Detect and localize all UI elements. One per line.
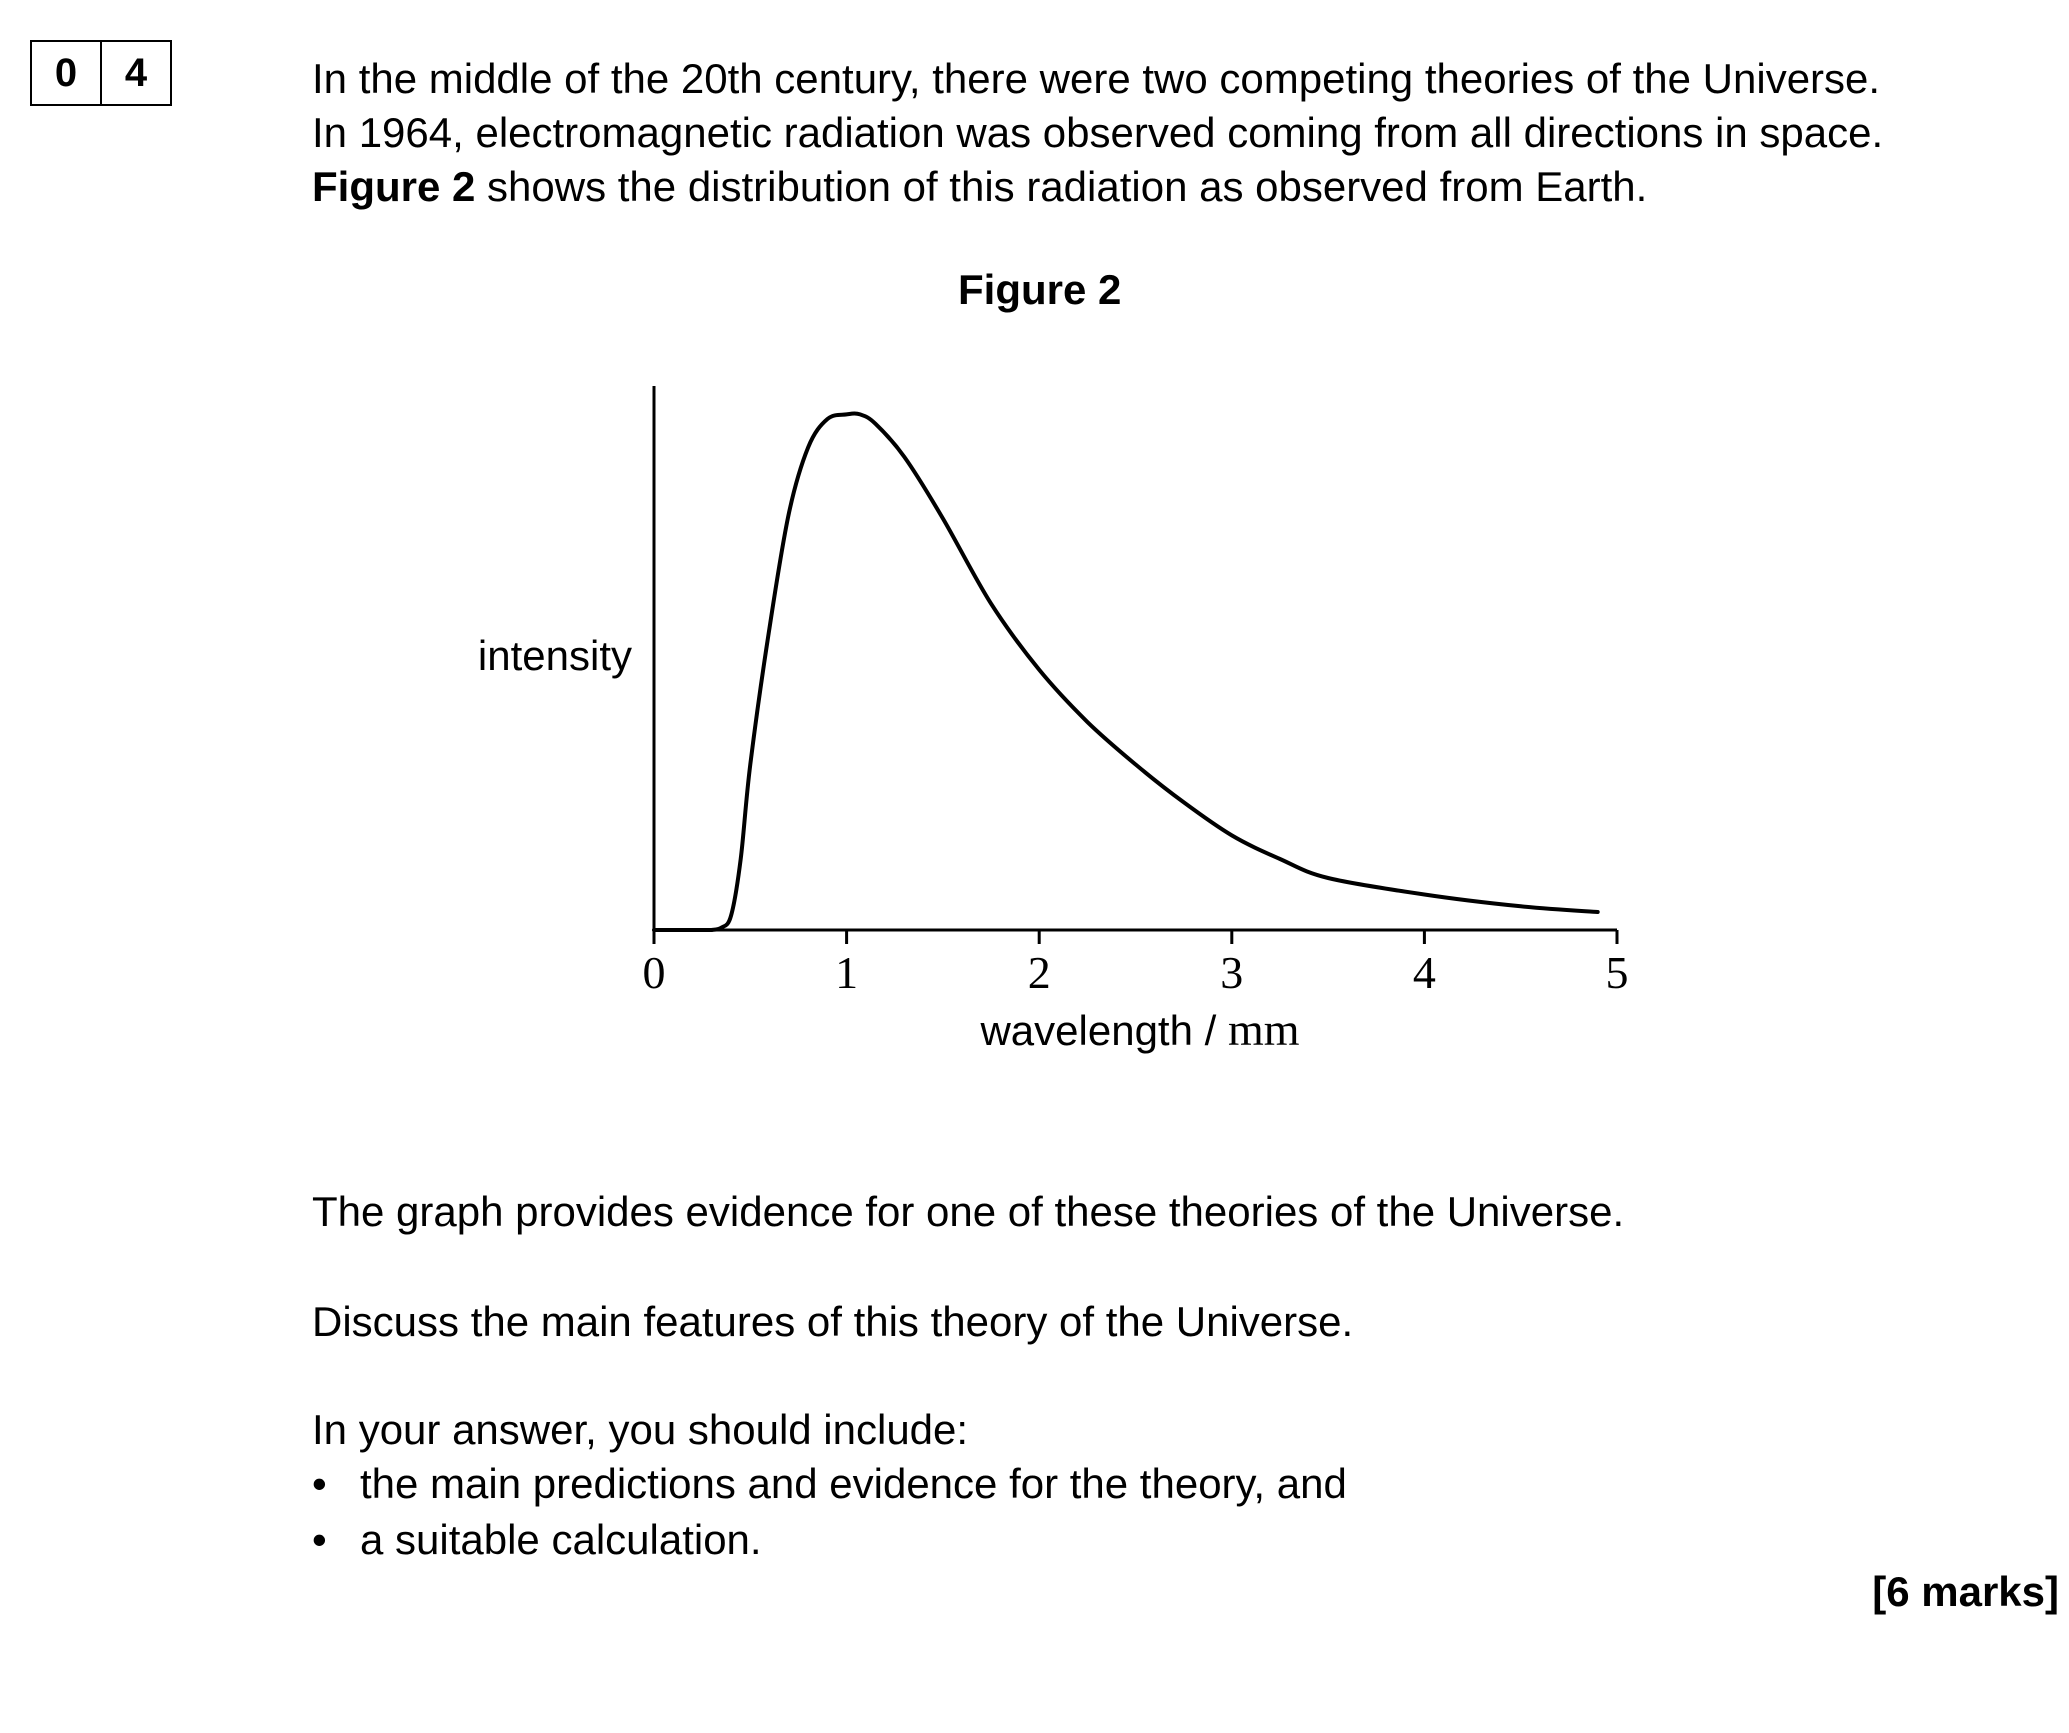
x-tick-label-2: 2: [1027, 947, 1051, 998]
bullet-item: [312, 1456, 1347, 1512]
question-number-digit-2: 4: [100, 42, 170, 104]
x-tick-label-1: 1: [835, 947, 859, 998]
x-axis-label: [979, 1004, 1299, 1055]
figure-reference: Figure 2: [312, 163, 476, 210]
intensity-curve: [654, 413, 1598, 930]
question-number-digit-1: 0: [54, 50, 78, 95]
bullet-text: the main predictions and evidence for the theory, and: [360, 1460, 1347, 1507]
paragraph-discuss: Discuss the main features of this theory of the Universe.: [312, 1298, 1354, 1345]
marks-label: [6 marks]: [1872, 1568, 2059, 1615]
x-tick-label-3: 3: [1220, 947, 1244, 998]
bullet-dot: •: [312, 1460, 327, 1507]
intro-line-2: In 1964, electromagnetic radiation was observed coming from all directions in space.: [312, 109, 1884, 156]
intro-line-3-rest: shows the distribution of this radiation as observed from Earth.: [475, 163, 1648, 210]
bullet-dot: •: [312, 1516, 327, 1563]
x-tick-label-0: 0: [642, 947, 666, 998]
x-tick-label-4: 4: [1412, 947, 1436, 998]
y-axis-label: intensity: [477, 632, 632, 679]
x-axis-ticks: [654, 930, 1617, 944]
bullet-item: [312, 1512, 1347, 1568]
x-axis-label-text: wavelength /: [980, 1007, 1228, 1054]
x-tick-label-5: 5: [1605, 947, 1629, 998]
intro-line-1: In the middle of the 20th century, there were two competing theories of the Universe.: [312, 55, 1881, 102]
bullet-text: a suitable calculation.: [360, 1516, 762, 1563]
paragraph-evidence: The graph provides evidence for one of these theories of the Universe.: [312, 1188, 1625, 1235]
paragraph-include: In your answer, you should include:: [312, 1406, 969, 1453]
figure-title: Figure 2: [958, 266, 1122, 313]
x-axis-label-unit: mm: [1227, 1004, 1300, 1055]
bullet-list: [312, 1456, 1347, 1568]
x-axis-tick-labels: [643, 947, 1629, 998]
